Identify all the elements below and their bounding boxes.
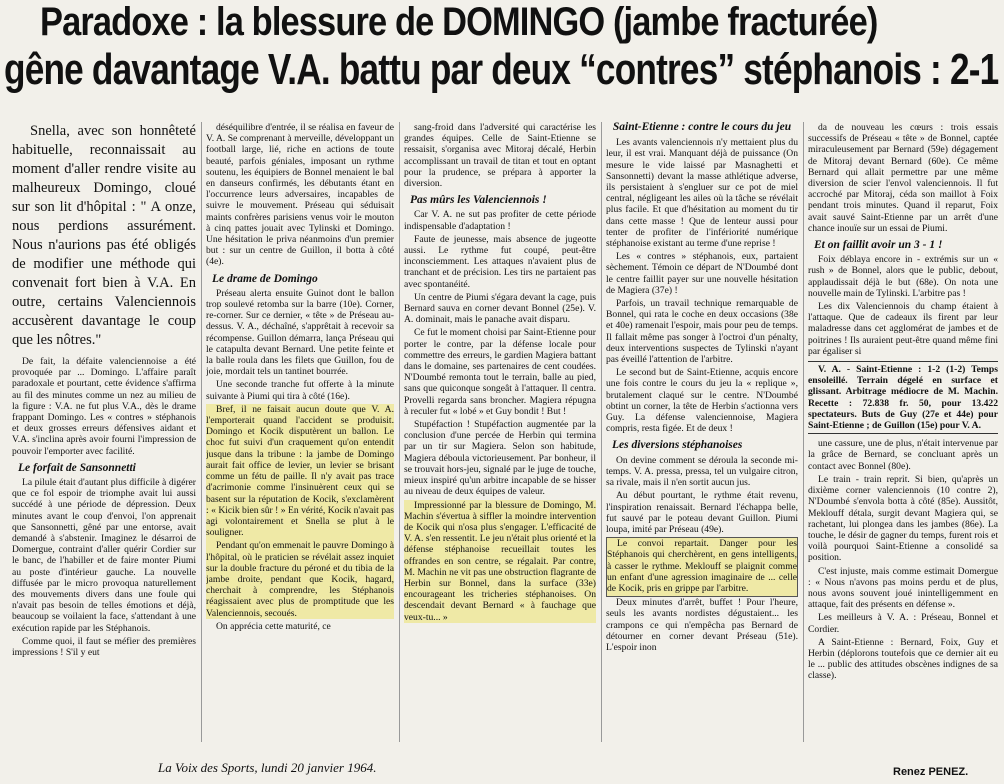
subheading: Et on faillit avoir un 3 - 1 ! xyxy=(814,239,943,252)
paragraph: Les avants valenciennois n'y mettaient plus du leur, il est vrai. Manquant déjà de puissance (On mesure le vide laissé par Masnaghetti et Sansonnetti) devant la masse athlétique adverse, ils persistaient à s'engluer sur ce pot de miel central, négligeant les ailes où la tâche se révélait plus facile. Et que d'hésitation au moment du tir dans cette masse ! Que de lenteur aussi pour tenter de profiter de l'infériorité numérique stéphanoise existant au terme d'une reprise ! xyxy=(606,137,798,250)
paragraph: Les dix Valenciennois du champ étaient à l'attaque. Que de cadeaux ils firent par leur maladresse dans cet agglomérat de jambes et de poitrines ! Ils auraient peut-être quand même fini par égaliser si xyxy=(808,301,998,357)
column-4 xyxy=(606,122,798,742)
paragraph: sang-froid dans l'adversité qui caractérise les grandes équipes. Celle de Saint-Etienne se ressaisit, s'organisa avec Mitoraj décalé, Herbin accomplissant un travail de titan et tout en optant pour la prudence, se prépara à apporter la diversion. xyxy=(404,122,596,190)
headline-line-2: gêne davantage V.A. battu par deux “contres” stéphanois : 2-1 xyxy=(4,45,999,94)
paragraph: Deux minutes d'arrêt, buffet ! Pour l'heure, seuls les avants nordistes dégustaient... les crampons ce qui n'empêcha pas Bernard de détourner en corner devant Préseau (51e). L'espoir inon xyxy=(606,597,798,653)
paragraph: Un centre de Piumi s'égara devant la cage, puis Bernard sauva en corner devant Bonnel (25e). V. A. dominait, mais le panache avait disparu. xyxy=(404,291,596,326)
column-rule xyxy=(399,122,400,742)
subheading: Pas mûrs les Valenciennois ! xyxy=(410,194,547,207)
subheading: Le drame de Domingo xyxy=(212,272,318,285)
box-heading: Saint-Etienne : contre le cours du jeu xyxy=(612,122,792,133)
paragraph: Car V. A. ne sut pas profiter de cette période indispensable d'adaptation ! xyxy=(404,209,596,232)
highlighted-passage: Impressionné par la blessure de Domingo, M. Machin s'évertua à siffler la moindre intervention de Kocik qui n'osa plus s'engager. L'efficacité de V. A. s'en ressentit. Le jeu n'était plus orienté et la défense stéphanoise recueillait toutes les offrandes en son centre, se régalait. Par contre, M. Machin ne vit pas une obstruction flagrante de Herbin sur Bonnel, dans la surface (33e) encourageant les tricheries stéphanoises. On descendait devant Bernard « à fauchage que veux-tu... » xyxy=(404,499,596,623)
paragraph: De fait, la défaite valenciennoise a été provoquée par ... Domingo. L'affaire paraît paradoxale et pourtant, cette évidence s'affirma au fil des minutes comme un nez au milieu de la figure : V.A. ne fut plus V.A., dès le drame frappant Domingo. Les « contres » stéphanois et deux grosses erreurs défensives aidant et V.A. s'inclina après avoir fourni l'impression de pouvoir l'emporter avec facilité. xyxy=(12,356,196,457)
column-rule xyxy=(201,122,202,742)
paragraph: On apprécia cette maturité, ce xyxy=(216,620,331,632)
paragraph: Stupéfaction ! Stupéfaction augmentée par la conclusion d'une percée de Herbin qui termina par un tir sur Magiera. Selon son habitude, Magiera déboula victorieusement. Par bonheur, il se trouvait hors-jeu, signalé par le juge de touche, mieux inspiré qu'un arbitre incapable de se hisser au niveau de deux équipes de valeur. xyxy=(404,419,596,498)
paragraph: Faute de jeunesse, mais absence de jugeotte aussi. Le rythme fut coupé, peut-être inconsciemment. Les attaques n'avaient plus de tranchant et de précision. Les tirs ne partaient pas avec spontanéité. xyxy=(404,233,596,290)
column-2 xyxy=(206,122,394,742)
paragraph: Parfois, un travail technique remarquable de Bonnel, qui rata le coche en deux occasions (38e et 40e) ramenait l'espoir, mais pour peu de temps. Il fallait même pas songer à l'octroi d'un pénalty, deux interventions suspectes de Tylinski n'ayant pas éveillé l'attention de l'arbitre. xyxy=(606,298,798,366)
column-5 xyxy=(808,122,998,742)
paragraph: Le second but de Saint-Etienne, acquis encore une fois contre le cours du jeu la « replique », brutalement claqué sur le centre. N'Doumbé obtint un corner, la tête de Herbin s'actionna vers Guy. La défense valenciennoise, Magiera compris, resta figée. Et de deux ! xyxy=(606,367,798,435)
paragraph: Une seconde tranche fut offerte à la minute suivante à Piumi qui tira à côté (16e). xyxy=(206,379,394,402)
paragraph: Comme quoi, il faut se méfier des premières impressions ! S'il y eut xyxy=(12,635,196,659)
paragraph: une cassure, une de plus, n'était intervenue par la grâce de Bernard, se concluant après un contact avec Bonnel (80e). xyxy=(808,438,998,472)
column-rule xyxy=(803,122,804,742)
subheading: Les diversions stéphanoises xyxy=(612,439,743,452)
subheading: Le forfait de Sansonnetti xyxy=(18,461,136,474)
column-3 xyxy=(404,122,596,742)
lead-paragraph: Snella, avec son honnêteté habituelle, reconnaissait au moment d'aller rendre visite au malheureux Domingo, cloué sur son lit d'hôpital : " A onze, nous perdions assurément. Nous n'aurions pas été obligés de modifier une méthode qui convenait fort bien à V.A. En outre, certains Valenciennois accusèrent davantage le coup que les nôtres." xyxy=(12,123,196,348)
paragraph: Foix déblaya encore in - extrémis sur un « rush » de Bonnel, alors que le public, debout, applaudissait déjà le but (68e). On nota une nouvelle main de Tylinski. L'arbitre pas ! xyxy=(808,254,998,299)
column-rule xyxy=(601,122,602,742)
byline: Renez PENEZ. xyxy=(893,766,969,778)
highlighted-passage: Le convoi repartait. Danger pour les Stéphanois qui cherchèrent, en gens intelligents, à casser le rythme. Meklouff se plaignit comme un enfant d'une agression imaginaire de ... celle de Kocik, pris en grippe par l'arbitre. xyxy=(606,537,798,597)
source-caption: La Voix des Sports, lundi 20 janvier 1964. xyxy=(158,760,377,775)
paragraph: Les meilleurs à V. A. : Préseau, Bonnel et Cordier. xyxy=(808,612,998,635)
paragraph: La pilule était d'autant plus difficile à digérer que ce fol espoir de triomphe avait lui aussi succédé à une période de dépression. Deux minutes avant le coup d'envoi, l'on apprenait que Sansonnetti, gêné par une entorse, avait demandé à s'abstenir. Imaginez le désarroi de Domergue, contraint d'aller quérir Cordier sur le banc, de l'habiller et de faire monter Piumi au poste d'intérieur gauche. La nouvelle diffusée par le micro provoqua naturellement des mouvements divers dans une foule qui n'avait pas besoin de telles émotions et déjà, beaucoup se voilaient la face, s'attendant à une exécution rapide par les Stéphanois. xyxy=(12,477,196,634)
paragraph: Les « contres » stéphanois, eux, partaient sèchement. Témoin ce départ de N'Doumbé dont le centre faillit payer sur une nouvelle hésitation de Magiera (37e) ! xyxy=(606,251,798,296)
paragraph: Ce fut le moment choisi par Saint-Etienne pour porter le contre, par la défense locale pour commettre des erreurs, le gardien Magiera battant dans le domaine, ses partenaires de cent coudées. N'Doumbé remonta tout le terrain, balle au pied, sans que quiconque songeât à l'attaquer. Il centra. Provelli regarda sans broncher. Magiera répugna à reculer fut « lobé » et Guy bondit ! But ! xyxy=(404,327,596,417)
paragraph: Le train - train reprit. Si bien, qu'après un dixième corner valenciennois (10 contre 2), N'Doumbé s'envola botta à côté (85e). Aussitôt, Meklouff détala, surgit devant Magiera qui, se rachetant, lui plongea dans les jambes (86e). La touche, le désir de gagner du temps, furent rois et voilà pourquoi Saint-Etienne a consolidé sa position. xyxy=(808,473,998,564)
paragraph: déséquilibre d'entrée, il se réalisa en faveur de V. A. Se comprenant à merveille, développant un football large, lié, riche en actions de toute beauté, parfois géniales, imposant un rythme soutenu, les équipiers de Bonnel menaient le bal en danseurs confirmés, les débutants étant en l'occurrence leurs adversaires, incapables de suivre le mouvement. Préseau qui séduisait maints confrères parisiens venus voir le mouton à cinq pattes jouait avec Tylinski et Domingo. Une hésitation le priva néanmoins d'un premier but : sur un centre de Guillon, il botta à côté (4e). xyxy=(206,122,394,268)
column-1 xyxy=(12,122,196,742)
paragraph: A Saint-Etienne : Bernard, Foix, Guy et Herbin (déplorons toutefois que ce dernier ait eu le ... public des attitudes obscènes indignes de sa classe). xyxy=(808,636,998,682)
paragraph: C'est injuste, mais comme estimait Domergue : « Nous n'avons pas moins perdu et de plus, nous avons souvent joué inintelligemment en attaque, fait des présents en défense ». xyxy=(808,565,998,611)
paragraph: On devine comment se déroula la seconde mi-temps. V. A. pressa, pressa, tel un vulgaire citron, sa rivale, mais il n'en sortit aucun jus. xyxy=(606,454,798,489)
paragraph: Préseau alerta ensuite Guinot dont le ballon trop soulevé retomba sur la barre (10e). Corner, re-corner. Sur ce dernier, « tête » de Préseau au-dessus. V. A., déchaîné, s'apprêtait à recevoir sa récompense. Guillon démarra, lança Préseau qui le catapulta devant Bernard. Une petite feinte et la balle roula dans les filets que Guillon, fou de joie, mordait tels un tantinet bourrée. xyxy=(206,287,394,378)
match-result-box: V. A. - Saint-Etienne : 1-2 (1-2) Temps ensoleillé. Terrain dégelé en surface et glissant. Arbitrage médiocre de M. Machin. Recette : 72.838 fr. 50, pour 13.422 spectateurs. Buts de Guy (27e et 44e) pour Saint-Etienne ; de Guillon (15e) pour V. A. xyxy=(808,361,998,434)
paragraph: Au début pourtant, le rythme était revenu, l'inspiration renaissait. Bernard l'échappa belle, fut sauvé par le poteau devant Guillon. Piumi loupa, imité par Préseau (49e). xyxy=(606,490,798,535)
highlighted-passage: Bref, il ne faisait aucun doute que V. A. l'emporterait quand l'accident se produisit. Domingo et Kocik disputèrent un ballon. Le choc fut suivi d'un craquement qu'on entendit jusque dans la tribune : la jambe de Domingo aurait fait office de levier, un levier se brisant comme un fétu de paille. Il n'y avait pas trace d'acrimonie comme l'insinuèrent ceux qui se basent sur la réputation de Kocik, s'exclamèrent : « Kicik bien sûr ! » En vérité, Kocik n'avait pas agi volontairement et Snella se plut à le souligner. Pendant qu'on emmenait le pauvre Domingo à l'hôpital, où le praticien se révélait assez inquiet sur la double fracture du péroné et du tibia de la jambe droite, pendant que Kocik, hagard, cherchait à comprendre, les Stéphanois réagissaient avec plus de promptitude que les Valenciennois, secoués. xyxy=(206,403,394,619)
headline-line-1: Paradoxe : la blessure de DOMINGO (jambe fracturée) xyxy=(40,0,878,44)
paragraph: da de nouveau les cœurs : trois essais successifs de Préseau « tête » de Bonnel, captée miraculeusement par Bernard (59e) dégagement de Mitoraj devant Bernard (60e). Ce même Bernard qui allait permettre par une même diversion de scier l'envol valenciennois. Il fut accroché par Mitoraj, céda son maillot à Foix pendant trois minutes. Quand il reparut, Foix avait sauvé Saint-Etienne par un arrêt d'une chance inouïe sur un essai de Piumi. xyxy=(808,122,998,234)
